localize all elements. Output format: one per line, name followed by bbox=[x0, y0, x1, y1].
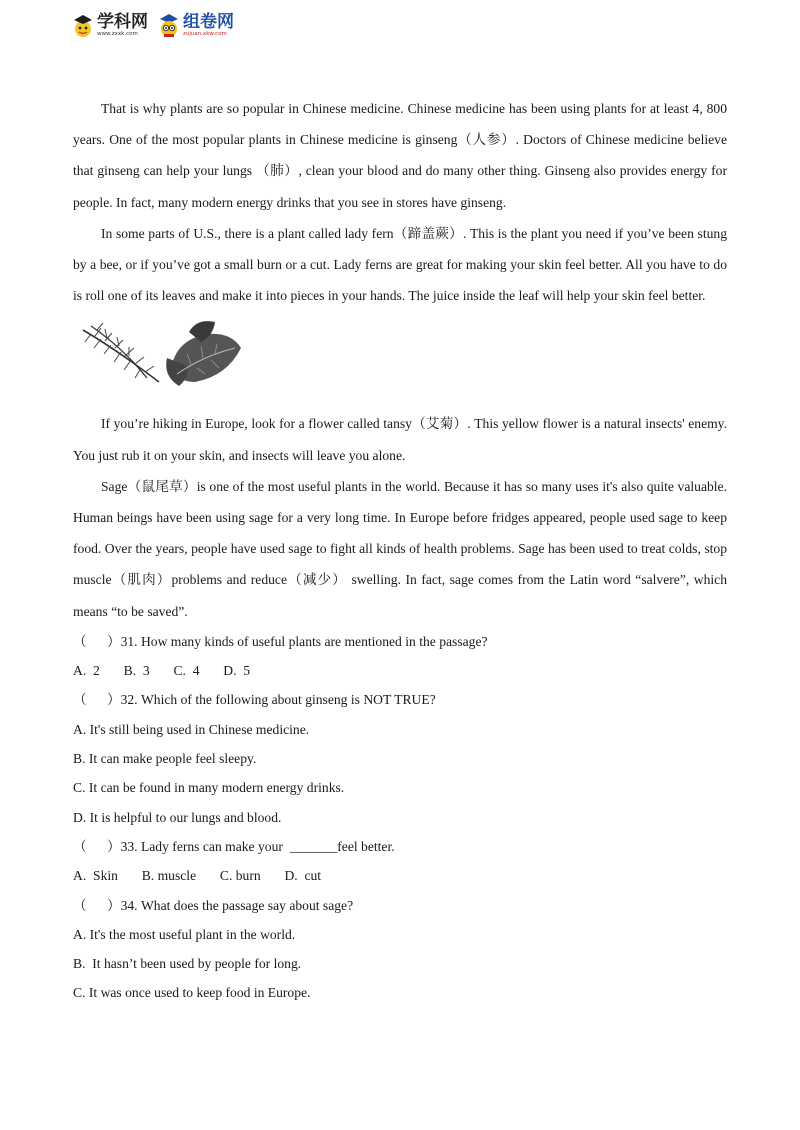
question-31-options: A. 2 B. 3 C. 4 D. 5 bbox=[73, 663, 251, 679]
question-34: （ ）34. What does the passage say about sage? bbox=[73, 897, 354, 913]
question-list bbox=[73, 627, 727, 1008]
zujuan-logo-name: 组卷网 bbox=[183, 12, 234, 33]
question-34-option-a: A. It's the most useful plant in the world. bbox=[73, 926, 296, 942]
question-32: （ ）32. Which of the following about ginseng is NOT TRUE? bbox=[73, 692, 436, 708]
question-32-option-d: D. It is helpful to our lungs and blood. bbox=[73, 809, 282, 825]
zujuan-logo-url: zujuan.xkw.com bbox=[183, 31, 227, 38]
question-34-option-b: B. It hasn’t been used by people for long. bbox=[73, 956, 302, 972]
sage-leaves-image bbox=[161, 318, 245, 390]
page-header bbox=[72, 10, 234, 42]
document-body bbox=[73, 93, 727, 1008]
passage-paragraph-ginseng: That is why plants are so popular in Chinese medicine. Chinese medicine has been using plants for at least 4, 800 years. One of the most popular plants in Chinese medicine is ginseng（人参）. Doctors of Chinese medicine believe that ginseng can help your lungs （肺）, clean your blood and do many other thing. Ginseng also provides energy for people. In fact, many modern energy drinks that you see in stores have ginseng. bbox=[73, 101, 727, 210]
passage-paragraph-lady-fern: In some parts of U.S., there is a plant called lady fern（蹄盖蕨）. This is the plant you need if you’ve been stung by a bee, or if you’ve got a small burn or a cut. Lady ferns are great for making your skin feel better. All you have to do is roll one of its leaves and make it into pieces in your hands. The juice inside the leaf will help your skin feel better. bbox=[73, 225, 727, 304]
question-34-option-c: C. It was once used to keep food in Europe. bbox=[73, 985, 311, 1001]
zxxk-logo-url: www.zxxk.com bbox=[97, 31, 138, 38]
question-32-option-a: A. It's still being used in Chinese medicine. bbox=[73, 721, 310, 737]
passage-paragraph-sage: Sage（鼠尾草）is one of the most useful plants in the world. Because it has so many uses it's also quite valuable. Human beings have been using sage for a very long time. In Europe before fridges appeared, people used sage to keep food. Over the years, people have used sage to fight all kinds of health problems. Sage has been used to treat colds, stop muscle（肌肉）problems and reduce（减少） swelling. In fact, sage comes from the Latin word “salvere”, which means “to be saved”. bbox=[73, 478, 727, 619]
plant-illustration bbox=[73, 314, 727, 408]
zujuan-logo bbox=[158, 12, 234, 40]
question-32-option-b: B. It can make people feel sleepy. bbox=[73, 751, 257, 767]
question-33: （ ）33. Lady ferns can make your _______feel better. bbox=[73, 838, 395, 854]
zujuan-mascot-icon bbox=[158, 12, 180, 40]
passage-paragraph-tansy: If you’re hiking in Europe, look for a flower called tansy（艾菊）. This yellow flower is a natural insects' enemy. You just rub it on your skin, and insects will leave you alone. bbox=[73, 416, 727, 463]
zxxk-logo-name: 学科网 bbox=[97, 12, 148, 33]
zxxk-logo bbox=[72, 12, 148, 40]
scholar-mascot-icon bbox=[72, 12, 94, 40]
question-32-option-c: C. It can be found in many modern energy drinks. bbox=[73, 780, 345, 796]
question-31: （ ）31. How many kinds of useful plants are mentioned in the passage? bbox=[73, 633, 488, 649]
rosemary-sprig-image bbox=[77, 320, 167, 390]
question-33-options: A. Skin B. muscle C. burn D. cut bbox=[73, 868, 322, 884]
